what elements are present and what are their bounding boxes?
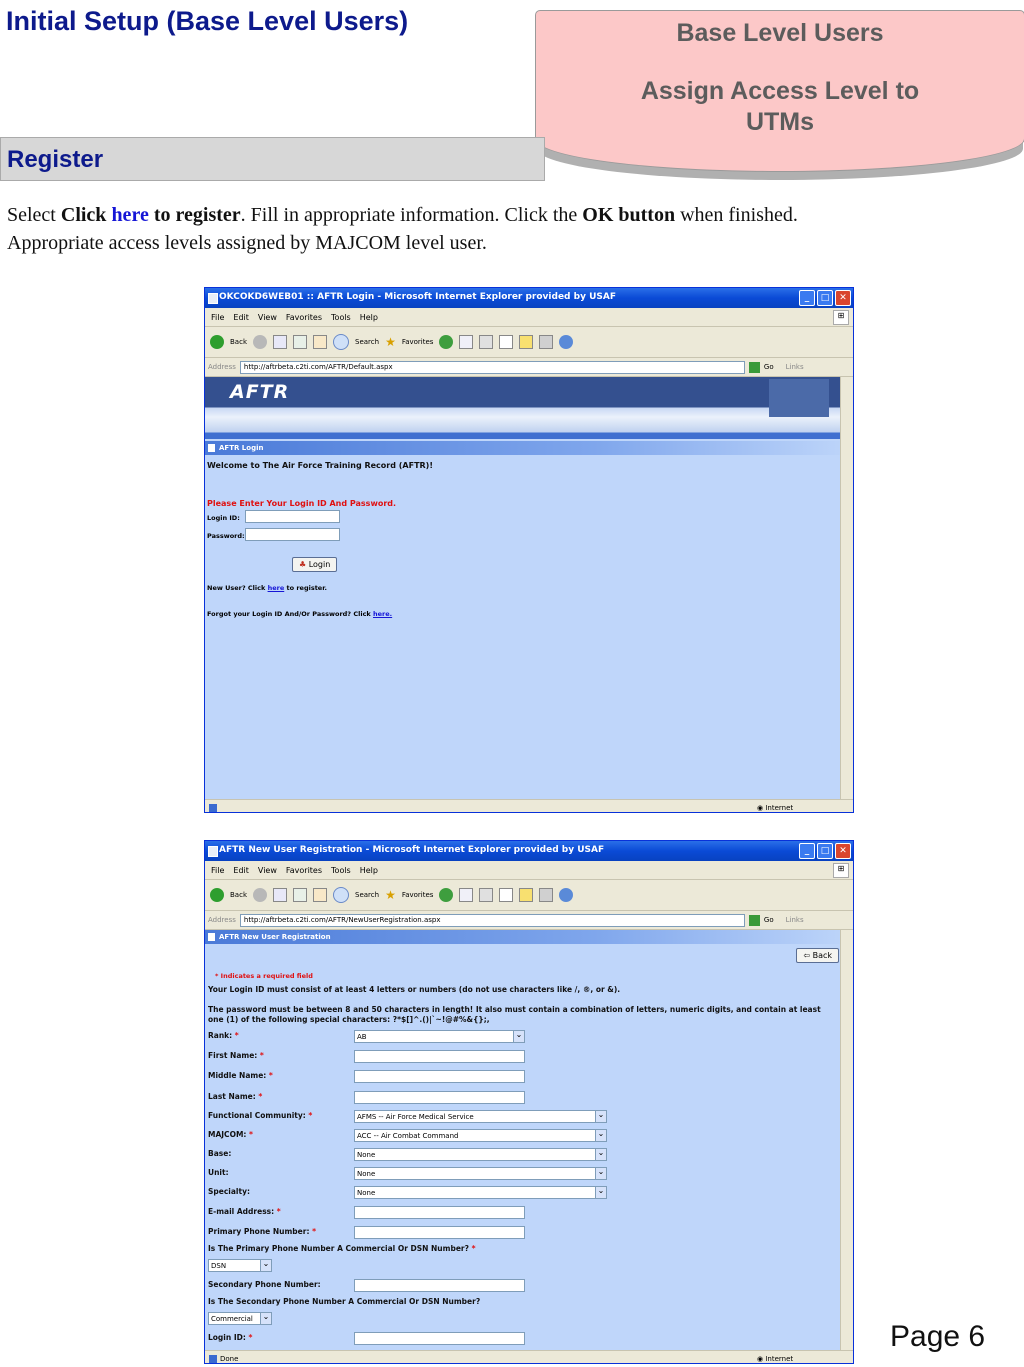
email-label: E-mail Address: [208,1207,275,1216]
rank-label-row: Rank: * [208,1031,239,1040]
login-key-icon: ♣ [299,560,307,569]
page-number: Page 6 [890,1320,986,1353]
favorites-label[interactable]: Favorites [401,338,434,346]
middle-name-input[interactable] [354,1070,525,1083]
register-here-link[interactable]: here [267,584,285,592]
new-user-line [207,584,327,592]
back-arrow-icon[interactable] [210,888,224,902]
callout-heading: Base Level Users [676,19,884,47]
primary-phone-input[interactable] [354,1226,525,1239]
done-label: Done [220,1355,239,1363]
first-name-input[interactable] [354,1050,525,1063]
registration-page-content [205,930,853,1350]
address-bar [205,911,853,930]
login-button-label: Login [308,560,331,569]
history-icon[interactable] [439,335,453,349]
address-label: Address [208,916,236,924]
primary-type-row: Is The Primary Phone Number A Commercial Or DSN Number? * [208,1244,476,1253]
callout-box [535,10,1024,172]
toolbar [205,880,853,911]
first-name-row: First Name: * [208,1051,264,1060]
base-row [208,1149,231,1158]
status-bar [205,799,853,816]
search-label[interactable]: Search [355,891,380,899]
internet-zone: ◉ Internet [757,804,794,812]
menu-bar [205,308,853,327]
messenger-icon[interactable] [559,888,573,902]
reg-login-id-label: Login ID: [208,1333,246,1342]
new-user-text: New User? Click [207,584,268,592]
welcome-text: Welcome to The Air Force Training Record (AFTR)! [207,461,433,470]
secondary-type-select[interactable]: Commercial ⌄ [208,1312,272,1325]
search-label[interactable]: Search [355,338,380,346]
close-button[interactable]: ✕ [835,843,851,859]
last-name-input[interactable] [354,1091,525,1104]
login-id-rule: Your Login ID must consist of at least 4 letters or numbers (do not use characters like /, ®, or &). [208,985,621,994]
middle-name-label: Middle Name: [208,1071,267,1080]
aftr-logo: AFTR [230,381,290,403]
last-name-row: Last Name: * [208,1092,263,1101]
aftr-banner [205,377,853,439]
base-label: Base: [208,1149,232,1158]
majcom-select[interactable]: ACC -- Air Combat Command ⌄ [354,1129,607,1142]
favorites-label[interactable]: Favorites [401,891,434,899]
close-button[interactable]: ✕ [835,290,851,306]
login-window-titlebar[interactable] [205,288,853,308]
windows-logo-icon: ⊞ [833,310,849,325]
login-button[interactable] [292,557,337,572]
vertical-scrollbar[interactable] [840,930,853,1350]
favorites-star-icon[interactable]: ★ [385,888,396,902]
primary-type-select[interactable]: DSN ⌄ [208,1259,272,1272]
majcom-row: MAJCOM: * [208,1130,253,1139]
base-select[interactable]: None ⌄ [354,1148,607,1161]
print-icon[interactable] [479,888,493,902]
required-note: * Indicates a required field [215,972,313,980]
status-bar [205,1350,853,1367]
reg-login-id-row: Login ID: * [208,1333,253,1342]
instr-line2: Appropriate access levels assigned by MAJCOM level user. [7,232,487,254]
go-arrow-icon[interactable] [749,362,760,373]
toolbar [205,327,853,358]
favorites-star-icon[interactable]: ★ [385,335,396,349]
instr-here: here [111,204,149,226]
functional-community-select[interactable]: AFMS -- Air Force Medical Service ⌄ [354,1110,607,1123]
back-label[interactable]: Back [230,891,247,899]
forward-arrow-icon[interactable] [253,335,267,349]
refresh-icon[interactable] [293,888,307,902]
mail-icon[interactable] [459,888,473,902]
research-icon[interactable] [539,335,553,349]
search-icon[interactable] [333,334,349,350]
stop-icon[interactable] [273,888,287,902]
instructions [7,201,1007,257]
notes-icon[interactable] [519,335,533,349]
search-icon[interactable] [333,887,349,903]
specialty-select[interactable]: None ⌄ [354,1186,607,1199]
registration-window [204,840,854,1364]
secondary-type-row [208,1297,480,1306]
secondary-phone-label: Secondary Phone Number: [208,1280,321,1289]
back-arrow-small-icon: ⇦ [803,951,811,960]
primary-phone-row: Primary Phone Number: * [208,1227,317,1236]
mail-icon[interactable] [459,335,473,349]
go-button[interactable]: Go [763,916,774,924]
menu-tools[interactable]: Tools [331,312,351,322]
forgot-here-link[interactable]: here. [373,610,393,618]
email-row: E-mail Address: * [208,1207,281,1216]
first-name-label: First Name: [208,1051,258,1060]
menu-favorites[interactable]: Favorites [285,865,323,875]
research-icon[interactable] [539,888,553,902]
address-input[interactable]: http://aftrbeta.c2ti.com/AFTR/NewUserRegistration.aspx [240,914,745,927]
menu-view[interactable]: View [257,312,277,322]
functional-community-label: Functional Community: [208,1111,306,1120]
windows-logo-icon: ⊞ [833,863,849,878]
password-rule: The password must be between 8 and 50 characters in length! It also must contain a combination of letters, numeric digits, and contain at least one (1) of the following special characters: ?*$[]^.()|`~!@#%&{};, [208,1005,821,1024]
last-name-label: Last Name: [208,1092,256,1101]
stop-icon[interactable] [273,335,287,349]
instr-to-register: to register [153,204,241,226]
majcom-label: MAJCOM: [208,1130,247,1139]
history-icon[interactable] [439,888,453,902]
rank-label: Rank: [208,1031,233,1040]
ie-page-icon [208,846,218,857]
internet-label: Internet [765,804,794,812]
minimize-button[interactable]: _ [799,843,815,859]
rank-select[interactable]: AB ⌄ [354,1030,525,1043]
menu-help[interactable]: Help [359,312,378,322]
menu-file[interactable]: File [211,312,225,322]
primary-phone-label: Primary Phone Number: [208,1227,310,1236]
back-button[interactable] [796,948,839,963]
forward-arrow-icon[interactable] [253,888,267,902]
registration-window-titlebar[interactable] [205,841,853,861]
address-input[interactable]: http://aftrbeta.c2ti.com/AFTR/Default.aspx [240,361,745,374]
page-status-icon [209,804,217,812]
notes-icon[interactable] [519,888,533,902]
instr-select: Select [7,204,61,226]
home-icon[interactable] [313,888,327,902]
menu-help[interactable]: Help [359,865,378,875]
password-input[interactable] [245,528,340,541]
secondary-phone-row [208,1280,321,1289]
back-arrow-icon[interactable] [210,335,224,349]
internet-label: Internet [765,1355,794,1363]
registration-section-header: AFTR New User Registration [205,930,853,944]
edit-icon[interactable] [499,335,513,349]
password-label: Password: [207,532,245,540]
menu-file[interactable]: File [211,865,225,875]
login-page-content [205,377,853,799]
back-label[interactable]: Back [230,338,247,346]
home-icon[interactable] [313,335,327,349]
page-status-icon [209,1355,217,1363]
window-title: OKCOKD6WEB01 :: AFTR Login - Microsoft Internet Explorer provided by USAF [219,292,616,302]
menu-bar [205,861,853,880]
forgot-text: Forgot your Login ID And/Or Password? Click [207,610,374,618]
secondary-type-label: Is The Secondary Phone Number A Commercial Or DSN Number? [208,1297,481,1306]
address-bar [205,358,853,377]
instr-fill: . Fill in appropriate information. Click the [240,204,583,226]
login-window [204,287,854,813]
primary-type-label: Is The Primary Phone Number A Commercial Or DSN Number? [208,1244,469,1253]
instr-ok: OK button [582,204,676,226]
forgot-line [207,610,392,618]
back-button-label: Back [812,951,832,960]
internet-zone: ◉ Internet [757,1355,794,1363]
new-user-post: to register. [284,584,327,592]
menu-view[interactable]: View [257,865,277,875]
window-title: AFTR New User Registration - Microsoft Internet Explorer provided by USAF [219,845,605,855]
print-icon[interactable] [479,335,493,349]
links-label[interactable]: Links [785,363,804,371]
ie-page-icon [208,293,218,304]
unit-select[interactable]: None ⌄ [354,1167,607,1180]
unit-row [208,1168,229,1177]
functional-community-row: Functional Community: * [208,1111,313,1120]
login-id-label: Login ID: [207,514,240,522]
address-label: Address [208,363,236,371]
messenger-icon[interactable] [559,335,573,349]
middle-name-row: Middle Name: * [208,1071,273,1080]
menu-edit[interactable]: Edit [233,312,249,322]
instr-click: Click [60,204,107,226]
menu-edit[interactable]: Edit [233,865,249,875]
vertical-scrollbar[interactable] [840,377,853,799]
page-title: Initial Setup (Base Level Users) [6,6,409,36]
menu-tools[interactable]: Tools [331,865,351,875]
edit-icon[interactable] [499,888,513,902]
links-label[interactable]: Links [785,916,804,924]
instr-finished: when finished. [675,204,798,226]
refresh-icon[interactable] [293,335,307,349]
air-force-emblem-icon [769,379,829,417]
login-section-header: AFTR Login [205,441,853,455]
minimize-button[interactable]: _ [799,290,815,306]
section-bar [0,137,545,181]
unit-label: Unit: [208,1168,229,1177]
menu-favorites[interactable]: Favorites [285,312,323,322]
reg-login-id-input[interactable] [354,1332,525,1345]
go-arrow-icon[interactable] [749,915,760,926]
maximize-button[interactable]: □ [817,843,833,859]
secondary-phone-input[interactable] [354,1279,525,1292]
specialty-row [208,1187,250,1196]
go-button[interactable]: Go [763,363,774,371]
maximize-button[interactable]: □ [817,290,833,306]
specialty-label: Specialty: [208,1187,250,1196]
callout-subheading: Assign Access Level to UTMs [640,77,920,136]
login-id-input[interactable] [245,510,340,523]
login-prompt: Please Enter Your Login ID And Password. [207,499,397,508]
email-input[interactable] [354,1206,525,1219]
section-title: Register [7,146,104,173]
